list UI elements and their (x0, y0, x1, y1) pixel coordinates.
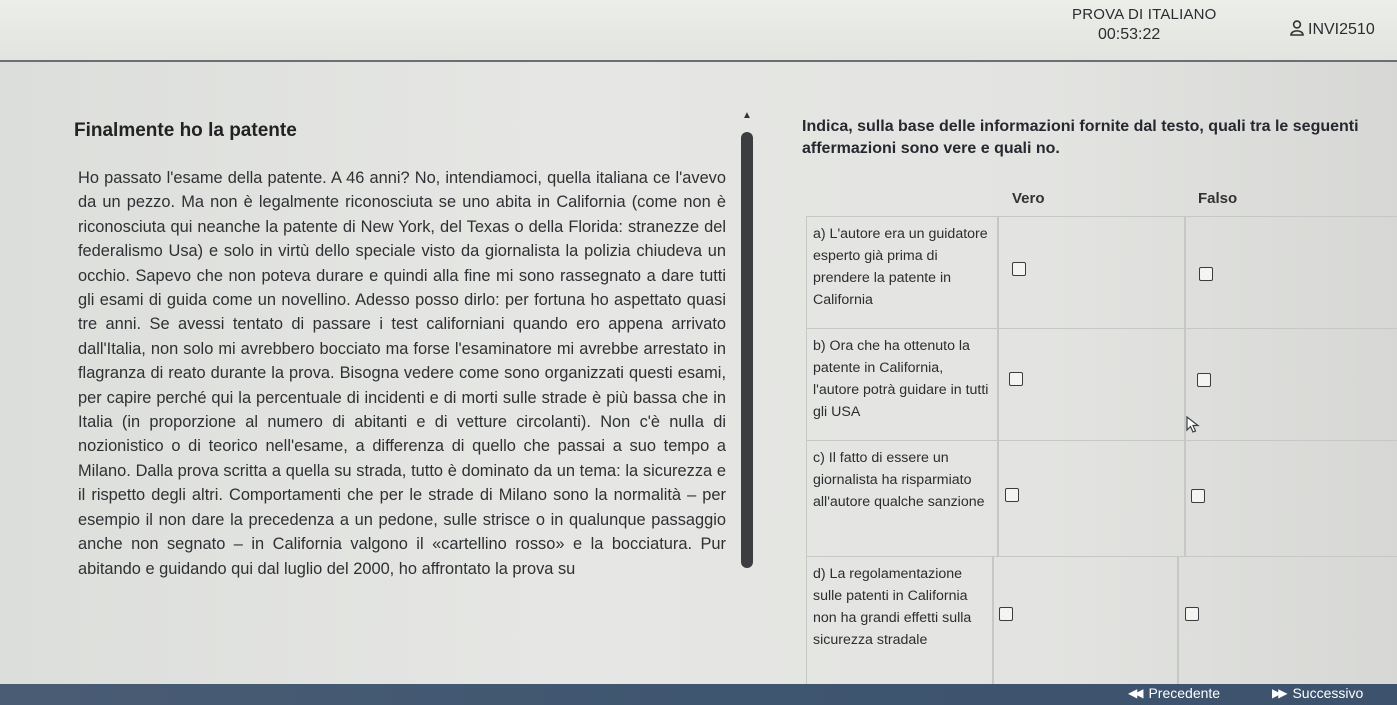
divider (1177, 557, 1179, 685)
divider (1184, 217, 1186, 329)
user-id: INVI2510 (1308, 21, 1375, 38)
reading-pane (74, 120, 734, 578)
exam-timer: 00:53:22 (1098, 26, 1161, 43)
divider (997, 217, 999, 329)
previous-label: Precedente (1148, 685, 1221, 701)
exam-content (0, 62, 1397, 684)
reading-scrollbar[interactable] (740, 110, 754, 684)
statement-label: d) La regolamentazione sulle patenti in California non ha grandi effetti sulla sicurezza stradale (813, 566, 972, 648)
checkbox-false[interactable] (1185, 607, 1199, 621)
top-bar (0, 0, 1397, 62)
statement-row (806, 556, 1397, 685)
exam-title: PROVA DI ITALIANO (1072, 6, 1217, 23)
checkbox-false[interactable] (1199, 267, 1213, 281)
question-prompt: Indica, sulla base delle informazioni fornite dal testo, quali tra le seguenti affermazioni sono vere e quali no. (802, 118, 1359, 157)
checkbox-false[interactable] (1197, 373, 1211, 387)
article-title: Finalmente ho la patente (74, 120, 297, 141)
checkbox-true[interactable] (1005, 488, 1019, 502)
divider (1184, 441, 1186, 557)
true-false-grid (806, 184, 1396, 684)
statement-label: b) Ora che ha ottenuto la patente in California, l'autore potrà guidare in tutti gli USA (813, 338, 989, 420)
divider (997, 329, 999, 441)
article-body: Ho passato l'esame della patente. A 46 anni? No, intendiamoci, quella italiana ce l'avevo da un pezzo. Ma non è legalmente riconosciuta se uno abita in California (come non è riconosciuta qui neanche la patente di New York, del Texas o della Florida: stranezze del federalismo Usa) e solo in virtù dello speciale visto da giornalista la polizia chiudeva un occhio. Sapevo che non poteva durare e quindi alla fine mi sono rassegnato a dare tutti gli esami di guida come un novellino. Adesso posso dirlo: per fortuna ho aspettato quasi tre anni. Se avessi tentato di passare i test californiani quando ero appena arrivato dall'Italia, non solo mi avrebbero bocciato ma forse l'esaminatore mi avrebbe arrestato in flagranza di reato durante la prova. Bisogna vedere come sono organizzati questi esami, per capire perché qui la percentuale di incidenti e di morti sulle strade è più bassa che in Italia (in proporzione al numero di abitanti e di vetture circolanti). Non c'è nulla di nozionistico o di teorico nell'esame, a differenza di quello che passai a suo tempo a Milano. Dalla prova scritta a quella su strada, tutto è dominato da un tema: la sicurezza e il rispetto degli altri. Comportamenti che per le strade di Milano sono la normalità – per esempio il non dare la precedenza a un pedone, sulle strisce o in qualunque passaggio anche non segnato – in California valgono il «cartellino rosso» e la bocciatura. Pur abitando e guidando qui dal luglio del 2000, ho affrontato la prova su (78, 169, 726, 578)
checkbox-true[interactable] (999, 607, 1013, 621)
next-button[interactable] (1272, 685, 1363, 701)
divider (992, 557, 994, 685)
user-icon (1290, 20, 1304, 40)
column-header-true: Vero (1012, 190, 1045, 207)
mouse-pointer-icon (1186, 416, 1202, 439)
divider (997, 441, 999, 557)
statement-label: c) Il fatto di essere un giornalista ha risparmiato all'autore qualche sanzione (813, 450, 985, 510)
scroll-thumb[interactable] (741, 132, 753, 568)
statement-row (806, 440, 1397, 557)
column-header-false: Falso (1198, 190, 1238, 207)
checkbox-true[interactable] (1012, 262, 1026, 276)
checkbox-false[interactable] (1191, 489, 1205, 503)
user-badge (1290, 20, 1375, 40)
fast-forward-icon: ▶▶ (1272, 686, 1285, 700)
statement-row (806, 328, 1397, 441)
rewind-icon: ◀◀ (1128, 686, 1141, 700)
statement-row (806, 216, 1397, 329)
next-label: Successivo (1292, 685, 1364, 701)
checkbox-true[interactable] (1009, 372, 1023, 386)
navigation-bar (0, 684, 1397, 705)
scroll-up-icon[interactable]: ▲ (742, 110, 752, 121)
previous-button[interactable] (1128, 685, 1220, 701)
statement-label: a) L'autore era un guidatore esperto già prima di prendere la patente in California (813, 226, 988, 308)
